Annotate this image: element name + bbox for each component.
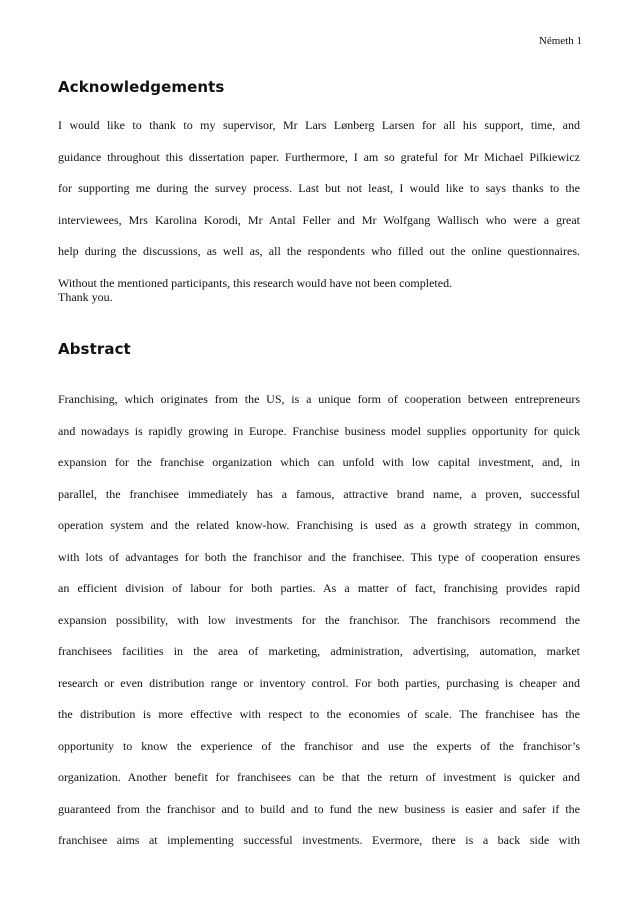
running-head: Németh 1 bbox=[538, 35, 582, 47]
abstract-line: the distribution is more effective with respect to the economies of scale. The franchisee has the bbox=[58, 707, 580, 721]
abstract-line: operation system and the related know-how. Franchising is used as a growth strategy in common, bbox=[58, 518, 580, 532]
acknowledgements-line: I would like to thank to my supervisor, Mr Lars Lønberg Larsen for all his support, time, and bbox=[58, 118, 580, 132]
abstract-line: Franchising, which originates from the US, is a unique form of cooperation between entrepreneurs bbox=[58, 392, 580, 406]
abstract-line: opportunity to know the experience of the franchisor and use the experts of the franchisor’s bbox=[58, 738, 580, 753]
abstract-line: expansion possibility, with low investments for the franchisor. The franchisors recommend the bbox=[58, 612, 580, 627]
abstract-line: research or even distribution range or inventory control. For both parties, purchasing is cheaper and bbox=[58, 675, 580, 690]
abstract-line: with lots of advantages for both the franchisor and the franchisee. This type of cooperation ensures bbox=[58, 549, 580, 564]
abstract-line: and nowadays is rapidly growing in Europe. Franchise business model supplies opportunity for quick bbox=[58, 423, 580, 438]
abstract-line: guaranteed from the franchisor and to build and to fund the new business is easier and safer if the bbox=[58, 801, 580, 816]
abstract-line: franchisees facilities in the area of marketing, administration, advertising, automation, market bbox=[58, 644, 580, 658]
acknowledgements-line: for supporting me during the survey process. Last but not least, I would like to says thanks to the bbox=[58, 181, 580, 195]
abstract-line: organization. Another benefit for franchisees can be that the return of investment is quicker and bbox=[58, 770, 580, 784]
abstract-line: an efficient division of labour for both parties. As a matter of fact, franchising provides rapid bbox=[58, 581, 580, 595]
abstract-line: parallel, the franchisee immediately has a famous, attractive brand name, a proven, successful bbox=[58, 486, 580, 501]
acknowledgements-line: guidance throughout this dissertation paper. Furthermore, I am so grateful for Mr Michael Pilkiewicz bbox=[58, 149, 580, 164]
acknowledgements-closing: Thank you. bbox=[58, 290, 113, 304]
abstract-paragraph bbox=[58, 384, 580, 857]
acknowledgements-line: help during the discussions, as well as, all the respondents who filled out the online questionnaires. bbox=[58, 244, 580, 258]
acknowledgements-line: interviewees, Mrs Karolina Korodi, Mr Antal Feller and Mr Wolfgang Wallisch who were a great bbox=[58, 212, 580, 227]
acknowledgements-paragraph bbox=[58, 110, 580, 299]
abstract-line: franchisee aims at implementing successful investments. Evermore, there is a back side with bbox=[58, 833, 580, 847]
abstract-heading: Abstract bbox=[58, 340, 131, 358]
acknowledgements-heading: Acknowledgements bbox=[58, 78, 225, 96]
abstract-line: expansion for the franchise organization which can unfold with low capital investment, and, in bbox=[58, 455, 580, 469]
acknowledgements-line: Without the mentioned participants, this research would have not been completed. bbox=[58, 275, 453, 290]
